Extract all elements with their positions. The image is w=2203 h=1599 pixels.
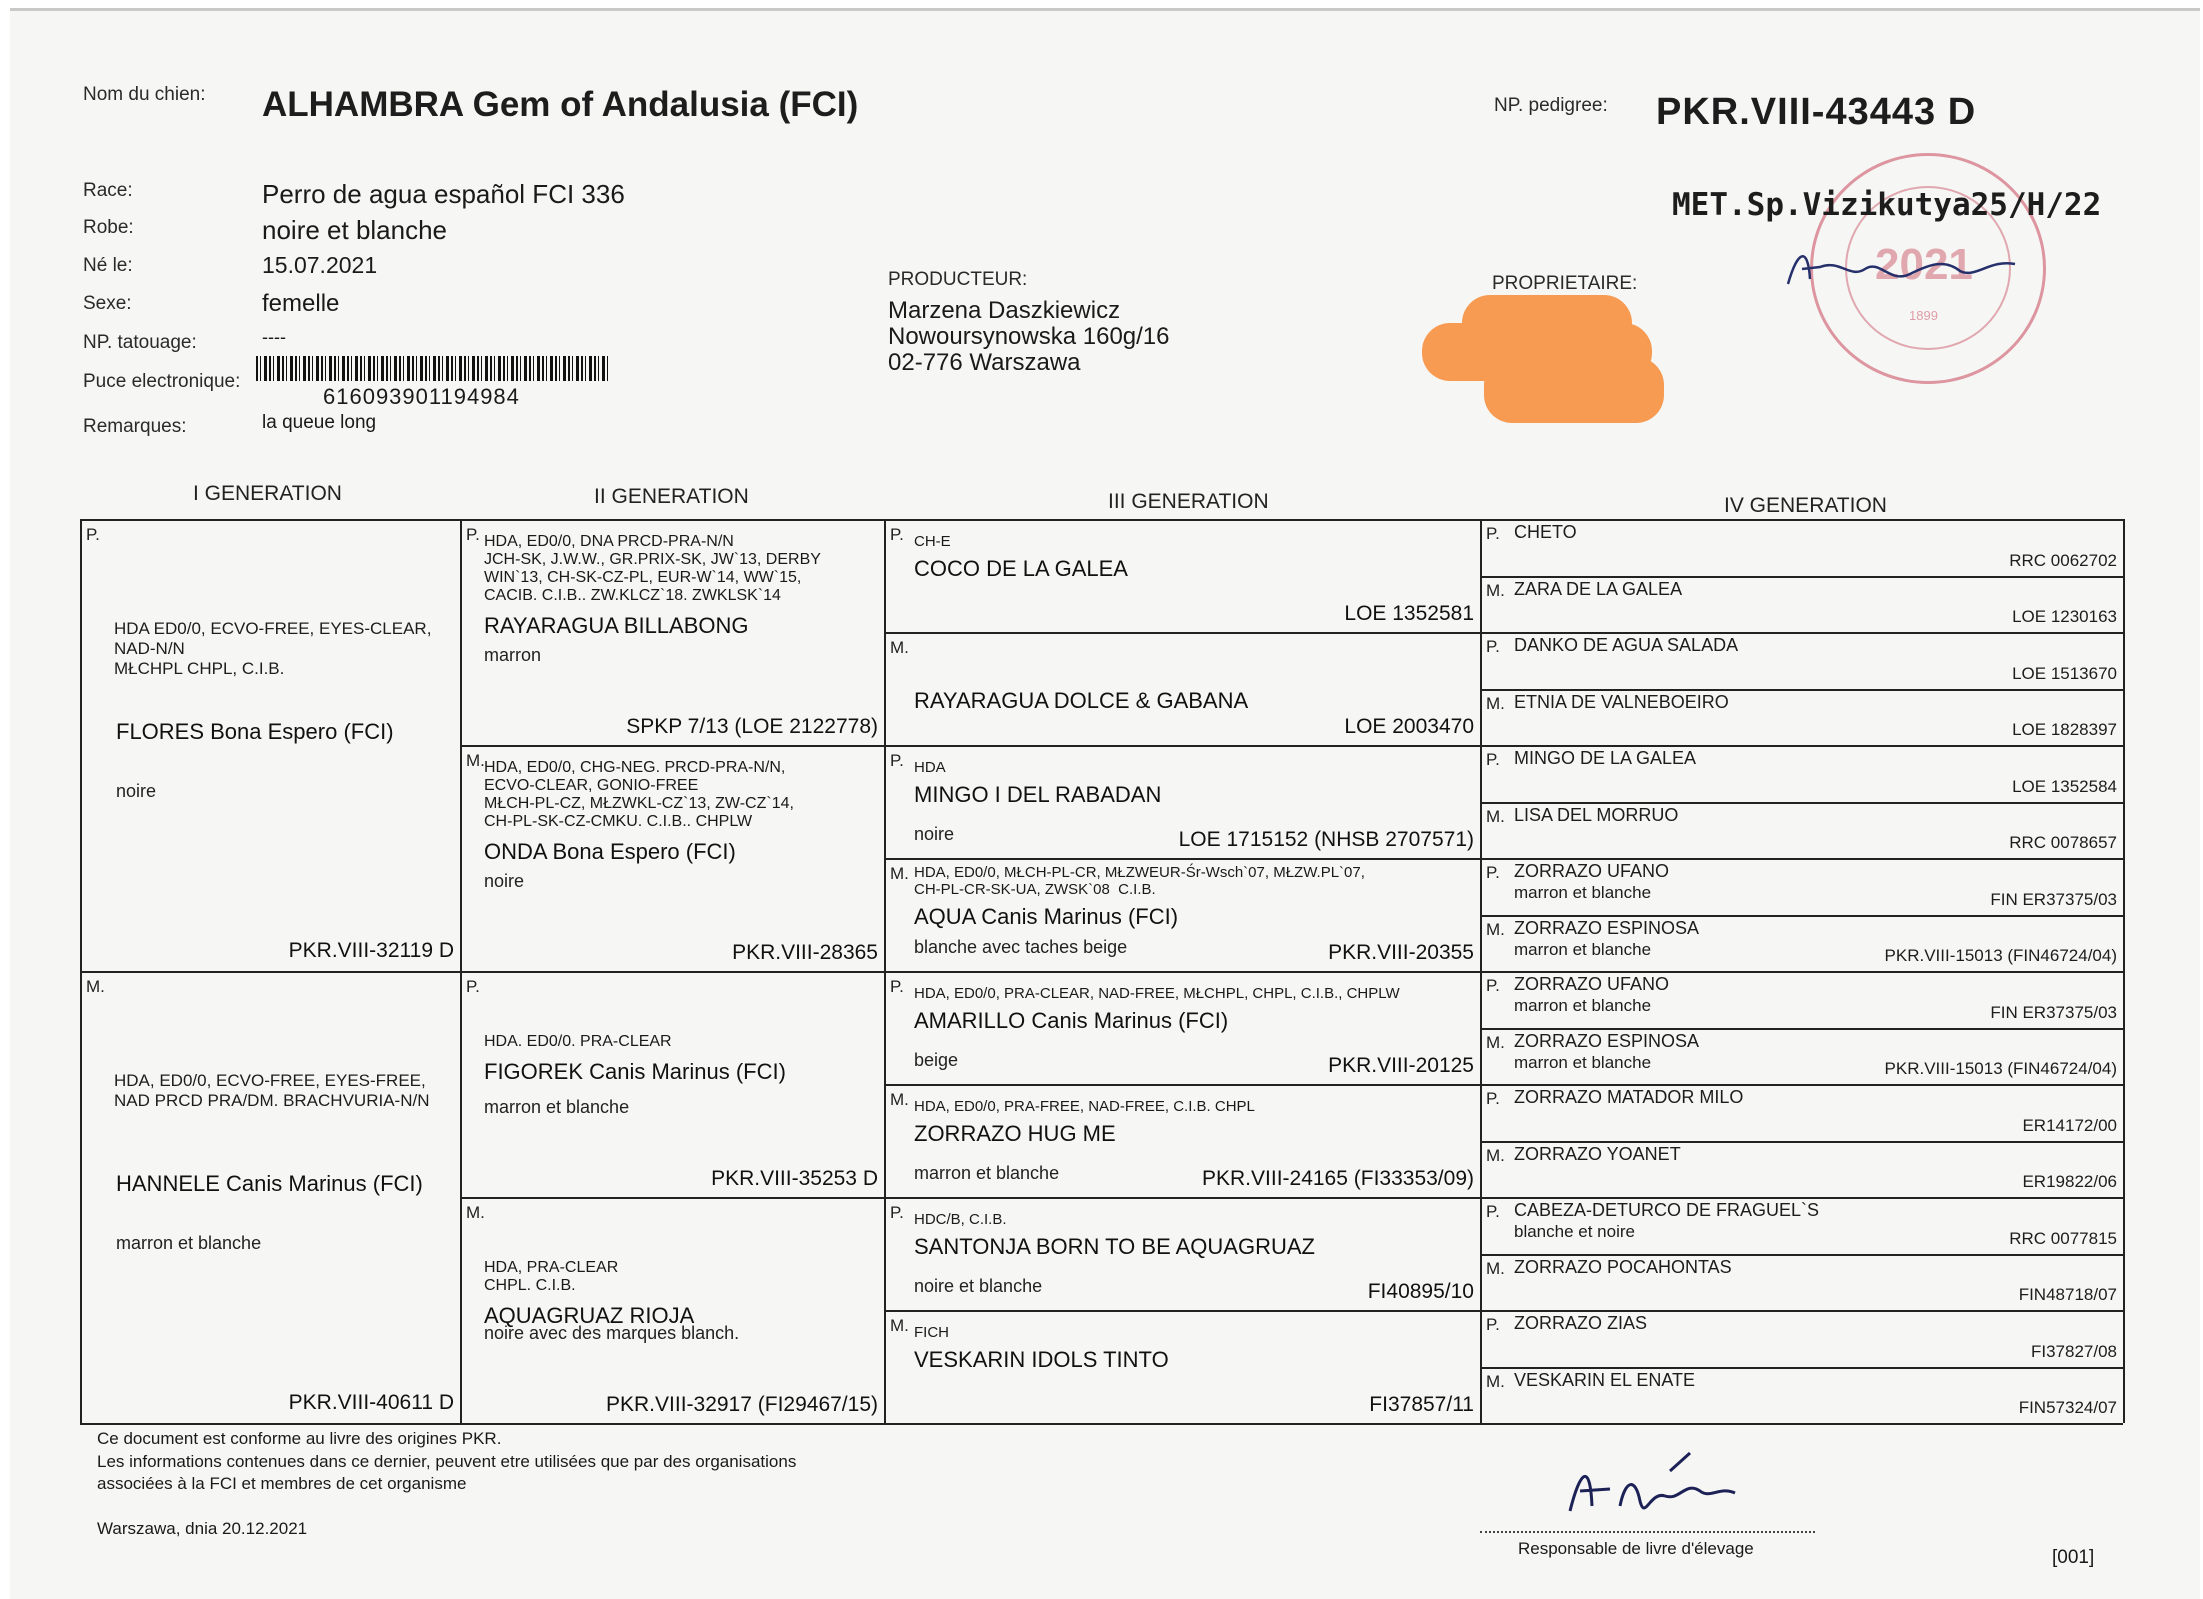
- grid-hline: [1480, 1197, 2123, 1199]
- race-label: Race:: [83, 180, 133, 201]
- grid-hline: [884, 1084, 1480, 1086]
- health-results: HDA, ED0/0, ECVO-FREE, EYES-FREE, NAD PRCD PRA/DM. BRACHVURIA-N/N: [114, 1071, 430, 1110]
- position-marker: M.: [1486, 919, 1505, 939]
- health-results: HDA, ED0/0, CHG-NEG. PRCD-PRA-N/N, ECVO-CLEAR, GONIO-FREE MŁCH-PL-CZ, MŁZWKL-CZ`13, ZW-CZ`14, CH-PL-SK-CZ-CMKU. C.I.B.. CHPLW: [484, 759, 794, 830]
- grid-hline: [1480, 1254, 2123, 1256]
- registration-number: ER14172/00: [2022, 1115, 2117, 1135]
- dog-name: AQUAGRUAZ RIOJA: [484, 1303, 695, 1328]
- position-marker: M.: [466, 1203, 485, 1222]
- producer-label: PRODUCTEUR:: [888, 269, 1028, 290]
- grid-hline: [80, 971, 460, 973]
- registration-number: FI40895/10: [1367, 1280, 1474, 1303]
- health-results: HDA. ED0/0. PRA-CLEAR: [484, 1033, 672, 1050]
- signature: [1550, 1451, 1770, 1531]
- tattoo-label: NP. tatouage:: [83, 332, 197, 353]
- generation-4-heading: IV GENERATION: [1724, 494, 1887, 517]
- registration-number: PKR.VIII-15013 (FIN46724/04): [1884, 1059, 2117, 1078]
- health-results: HDA ED0/0, ECVO-FREE, EYES-CLEAR, NAD-N/N MŁCHPL CHPL, C.I.B.: [114, 619, 432, 678]
- footer-line-3: associées à la FCI et membres de cet organisme: [97, 1474, 467, 1493]
- grid-hline: [884, 745, 1480, 747]
- grid-hline: [80, 1423, 2123, 1425]
- position-marker: P.: [1486, 637, 1500, 656]
- grid-hline: [884, 1310, 1480, 1312]
- registration-number: PKR.VIII-24165 (FI33353/09): [1202, 1167, 1474, 1190]
- pedigree-label: NP. pedigree:: [1494, 95, 1608, 116]
- position-marker: M.: [1486, 580, 1505, 600]
- dog-name: ZORRAZO UFANO: [1514, 861, 1670, 881]
- dog-name: ZORRAZO ESPINOSA: [1514, 917, 1700, 938]
- registration-number: PKR.VIII-20355: [1328, 941, 1474, 964]
- registration-number: ER19822/06: [2022, 1172, 2117, 1191]
- grid-hline: [1480, 576, 2123, 578]
- position-marker: M.: [1486, 1371, 1505, 1391]
- signatory: Responsable de livre d'élevage: [1518, 1539, 1754, 1558]
- position-marker: P.: [890, 751, 904, 770]
- registration-number: LOE 1230163: [2012, 607, 2117, 626]
- grid-hline: [460, 971, 884, 973]
- grid-hline: [1480, 1141, 2123, 1143]
- registration-number: LOE 1828397: [2012, 720, 2117, 739]
- birth-value: 15.07.2021: [262, 252, 378, 278]
- owner-redaction: [1484, 357, 1664, 423]
- dog-color: beige: [914, 1050, 959, 1070]
- registration-number: LOE 1352584: [2012, 776, 2117, 796]
- dog-color: blanche et noire: [1514, 1222, 1635, 1241]
- health-results: HDA: [914, 759, 946, 776]
- grid-hline: [1480, 1084, 2123, 1086]
- grid-hline: [460, 1197, 884, 1199]
- producer-address-2: 02-776 Warszawa: [888, 349, 1081, 376]
- health-results: HDA, ED0/0, MŁCH-PL-CR, MŁZWEUR-Śr-Wsch`07, MŁZW.PL`07, CH-PL-CR-SK-UA, ZWSK`08 C.I.B.: [914, 864, 1365, 898]
- dog-color: marron et blanche: [1514, 1052, 1652, 1072]
- registration-number: RRC 0062702: [2009, 550, 2117, 570]
- robe-label: Robe:: [83, 217, 134, 238]
- tattoo-value: ----: [262, 327, 286, 347]
- grid-hline: [884, 971, 1480, 973]
- dog-name: ALHAMBRA Gem of Andalusia (FCI): [262, 85, 859, 124]
- registration-number: SPKP 7/13 (LOE 2122778): [626, 715, 878, 738]
- owner-label: PROPRIETAIRE:: [1492, 273, 1638, 294]
- dog-name: ZORRAZO MATADOR MILO: [1514, 1087, 1744, 1107]
- dog-name: ZORRAZO HUG ME: [914, 1121, 1116, 1146]
- registration-number: RRC 0078657: [2009, 833, 2117, 852]
- dog-name: RAYARAGUA BILLABONG: [484, 613, 749, 638]
- registration-number: FIN ER37375/03: [1990, 1002, 2117, 1022]
- position-marker: P.: [890, 977, 904, 996]
- grid-hline: [1480, 971, 2123, 973]
- grid-hline: [1480, 1028, 2123, 1030]
- registration-number: PKR.VIII-32119 D: [288, 939, 454, 962]
- position-marker: P.: [1486, 1315, 1500, 1334]
- position-marker: M.: [890, 1316, 909, 1335]
- dog-name: ZORRAZO ZIAS: [1514, 1313, 1648, 1333]
- position-marker: P.: [890, 1203, 904, 1222]
- grid-hline: [1480, 689, 2123, 691]
- dog-name: ZARA DE LA GALEA: [1514, 578, 1683, 599]
- position-marker: P.: [466, 525, 480, 544]
- position-marker: P.: [466, 977, 480, 996]
- dog-color: marron et blanche: [116, 1233, 262, 1253]
- dog-color: marron et blanche: [484, 1097, 630, 1117]
- footer-line-2: Les informations contenues dans ce dernier, peuvent etre utilisées que par des organisations: [97, 1452, 797, 1471]
- grid-hline: [460, 745, 884, 747]
- dog-name: HANNELE Canis Marinus (FCI): [116, 1171, 423, 1196]
- pedigree-certificate: [10, 8, 2200, 1599]
- dog-name: MINGO I DEL RABADAN: [914, 782, 1162, 807]
- registration-number: LOE 1513670: [2012, 663, 2117, 683]
- dog-color: noire: [914, 824, 955, 844]
- birth-label: Né le:: [83, 255, 133, 276]
- registration-number: PKR.VIII-28365: [732, 941, 878, 964]
- health-results: HDA, ED0/0, DNA PRCD-PRA-N/N JCH-SK, J.W.W., GR.PRIX-SK, JW`13, DERBY WIN`13, CH-SK-CZ-PL, EUR-W`14, WW`15, CACIB. C.I.B.. ZW.KLCZ`18. ZWKLSK`14: [484, 533, 821, 604]
- race-value: Perro de agua español FCI 336: [262, 179, 625, 209]
- position-marker: P.: [1486, 976, 1500, 995]
- page-code: [001]: [2052, 1547, 2095, 1568]
- grid-vline: [2123, 519, 2125, 1423]
- footer-line-1: Ce document est conforme au livre des origines PKR.: [97, 1429, 502, 1448]
- health-results: HDC/B, C.I.B.: [914, 1211, 1007, 1228]
- registration-number: FIN ER37375/03: [1990, 889, 2117, 909]
- stamp-year: 2021: [1875, 240, 1973, 289]
- grid-hline: [884, 1197, 1480, 1199]
- dog-name: LISA DEL MORRUO: [1514, 804, 1679, 825]
- chip-number: 616093901194984: [323, 384, 520, 409]
- generation-2-heading: II GENERATION: [594, 485, 749, 508]
- chip-label: Puce electronique:: [83, 371, 241, 392]
- dog-color: marron et blanche: [1514, 939, 1652, 959]
- registration-number: PKR.VIII-40611 D: [288, 1391, 454, 1414]
- grid-hline: [884, 632, 1480, 634]
- grid-hline: [80, 519, 2123, 521]
- dog-name: FIGOREK Canis Marinus (FCI): [484, 1059, 786, 1084]
- dog-name: FLORES Bona Espero (FCI): [116, 719, 394, 744]
- dog-name: ETNIA DE VALNEBOEIRO: [1514, 691, 1729, 712]
- health-results: FICH: [914, 1324, 949, 1341]
- registration-number: RRC 0077815: [2009, 1228, 2117, 1248]
- registration-number: LOE 1352581: [1344, 602, 1474, 625]
- dog-name: SANTONJA BORN TO BE AQUAGRUAZ: [914, 1234, 1315, 1259]
- dog-color: marron et blanche: [1514, 996, 1652, 1015]
- position-marker: P.: [1486, 524, 1500, 543]
- position-marker: P.: [1486, 750, 1500, 769]
- grid-hline: [1480, 915, 2123, 917]
- dog-name: AMARILLO Canis Marinus (FCI): [914, 1008, 1229, 1033]
- dog-name: CABEZA-DETURCO DE FRAGUEL`S: [1514, 1200, 1820, 1220]
- registration-number: FIN48718/07: [2018, 1285, 2117, 1304]
- grid-hline: [1480, 745, 2123, 747]
- position-marker: M.: [86, 977, 105, 996]
- dog-name: ZORRAZO POCAHONTAS: [1514, 1256, 1732, 1277]
- dog-name: VESKARIN EL ENATE: [1514, 1369, 1696, 1390]
- met-number: MET.Sp.Vizikutya25/H/22: [1672, 187, 2102, 223]
- dog-color: marron: [484, 645, 542, 665]
- health-results: CH-E: [914, 533, 951, 550]
- dog-color: blanche avec taches beige: [914, 937, 1128, 957]
- dog-name: MINGO DE LA GALEA: [1514, 748, 1697, 768]
- registration-number: PKR.VIII-15013 (FIN46724/04): [1884, 946, 2117, 965]
- place-date: Warszawa, dnia 20.12.2021: [97, 1519, 308, 1538]
- position-marker: M.: [1486, 806, 1505, 826]
- position-marker: M.: [1486, 1032, 1505, 1052]
- grid-hline: [1480, 632, 2123, 634]
- registration-number: FI37827/08: [2030, 1341, 2117, 1361]
- sex-label: Sexe:: [83, 293, 132, 314]
- health-results: HDA, ED0/0, PRA-CLEAR, NAD-FREE, MŁCHPL, CHPL, C.I.B., CHPLW: [914, 985, 1400, 1002]
- remarks-label: Remarques:: [83, 416, 187, 437]
- registration-number: FIN57324/07: [2018, 1398, 2117, 1417]
- position-marker: P.: [1486, 863, 1500, 882]
- position-marker: P.: [890, 525, 904, 544]
- dog-name: ZORRAZO ESPINOSA: [1514, 1030, 1700, 1051]
- generation-1-heading: I GENERATION: [193, 482, 342, 505]
- position-marker: M.: [890, 864, 909, 883]
- dog-name: CHETO: [1514, 522, 1577, 542]
- dog-name: COCO DE LA GALEA: [914, 556, 1128, 581]
- registration-number: PKR.VIII-32917 (FI29467/15): [606, 1393, 878, 1416]
- stamp-signature: [1780, 239, 2040, 299]
- dog-name: DANKO DE AGUA SALADA: [1514, 635, 1739, 655]
- dog-color: marron et blanche: [914, 1163, 1060, 1183]
- dog-name-label: Nom du chien:: [83, 84, 206, 105]
- position-marker: M.: [1486, 1258, 1505, 1278]
- health-results: HDA, ED0/0, PRA-FREE, NAD-FREE, C.I.B. CHPL: [914, 1098, 1255, 1115]
- registration-number: LOE 1715152 (NHSB 2707571): [1178, 828, 1474, 851]
- grid-hline: [1480, 858, 2123, 860]
- dog-name: VESKARIN IDOLS TINTO: [914, 1347, 1169, 1372]
- dog-color: marron et blanche: [1514, 883, 1652, 902]
- registration-number: PKR.VIII-20125: [1328, 1054, 1474, 1077]
- registration-number: PKR.VIII-35253 D: [711, 1167, 878, 1190]
- dog-color: noire: [116, 781, 157, 801]
- dog-color: noire avec des marques blanch.: [484, 1323, 740, 1343]
- pedigree-number: PKR.VIII-43443 D: [1656, 91, 1977, 133]
- health-results: HDA, PRA-CLEAR CHPL. C.I.B.: [484, 1259, 619, 1294]
- grid-hline: [1480, 1310, 2123, 1312]
- sex-value: femelle: [262, 290, 340, 317]
- grid-hline: [1480, 802, 2123, 804]
- producer-address-1: Nowoursynowska 160g/16: [888, 323, 1170, 350]
- chip-barcode: [256, 356, 608, 381]
- dog-name: ONDA Bona Espero (FCI): [484, 839, 736, 864]
- dog-name: ZORRAZO YOANET: [1514, 1143, 1681, 1164]
- position-marker: P.: [1486, 1089, 1500, 1108]
- position-marker: M.: [890, 638, 909, 657]
- registration-number: FI37857/11: [1369, 1393, 1474, 1416]
- position-marker: M.: [1486, 693, 1505, 713]
- robe-value: noire et blanche: [262, 215, 448, 245]
- position-marker: M.: [466, 751, 485, 770]
- signature-line: [1480, 1531, 1815, 1533]
- generation-3-heading: III GENERATION: [1108, 490, 1269, 513]
- dog-name: AQUA Canis Marinus (FCI): [914, 904, 1179, 929]
- grid-hline: [884, 858, 1480, 860]
- registration-number: LOE 2003470: [1344, 715, 1474, 738]
- remarks-value: la queue long: [262, 412, 377, 433]
- position-marker: M.: [1486, 1145, 1505, 1165]
- producer-name: Marzena Daszkiewicz: [888, 297, 1121, 324]
- position-marker: P.: [1486, 1202, 1500, 1221]
- dog-name: ZORRAZO UFANO: [1514, 974, 1670, 994]
- dog-name: RAYARAGUA DOLCE & GABANA: [914, 688, 1249, 713]
- stamp-founded: 1899: [1909, 308, 1938, 323]
- position-marker: P.: [86, 525, 100, 544]
- dog-color: noire: [484, 871, 525, 891]
- position-marker: M.: [890, 1090, 909, 1109]
- dog-color: noire et blanche: [914, 1276, 1043, 1296]
- grid-hline: [1480, 1367, 2123, 1369]
